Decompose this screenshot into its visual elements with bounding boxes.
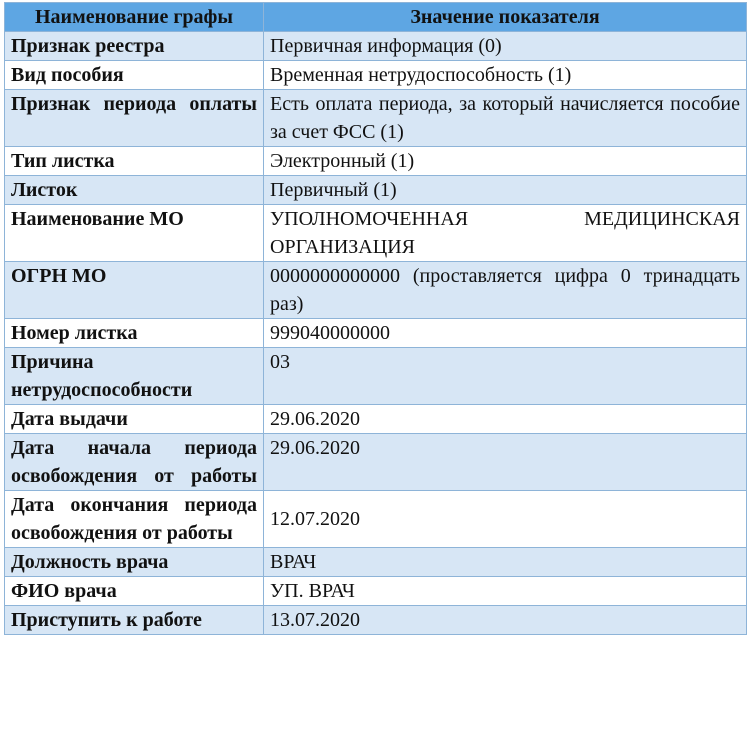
- table-row: [5, 434, 747, 491]
- table-row: [5, 577, 747, 606]
- row-label: Причина нетрудоспособности: [5, 348, 264, 405]
- row-value: Электронный (1): [264, 147, 747, 176]
- row-value: 03: [264, 348, 747, 405]
- table-row: [5, 147, 747, 176]
- row-label: Дата выдачи: [5, 405, 264, 434]
- table-row: [5, 90, 747, 147]
- row-label: Листок: [5, 176, 264, 205]
- row-value: 29.06.2020: [264, 405, 747, 434]
- table-row: [5, 548, 747, 577]
- table-header-row: [5, 3, 747, 32]
- row-label: Наименование МО: [5, 205, 264, 262]
- table-row: [5, 348, 747, 405]
- table-row: [5, 205, 747, 262]
- row-label: ОГРН МО: [5, 262, 264, 319]
- row-label: Тип листка: [5, 147, 264, 176]
- row-value: 13.07.2020: [264, 606, 747, 635]
- table-row: [5, 319, 747, 348]
- row-value: Временная нетрудоспособность (1): [264, 61, 747, 90]
- table-row: [5, 176, 747, 205]
- row-value: Первичный (1): [264, 176, 747, 205]
- row-value: 12.07.2020: [264, 491, 747, 548]
- table-row: [5, 61, 747, 90]
- row-label: Дата окончания периода освобождения от работы: [5, 491, 264, 548]
- row-label: Вид пособия: [5, 61, 264, 90]
- row-label: Должность врача: [5, 548, 264, 577]
- row-label: Дата начала периода освобождения от работы: [5, 434, 264, 491]
- row-value: Первичная информация (0): [264, 32, 747, 61]
- row-value: 999040000000: [264, 319, 747, 348]
- header-field-name: Наименование графы: [5, 3, 264, 32]
- row-label: Признак периода оплаты: [5, 90, 264, 147]
- table-row: [5, 32, 747, 61]
- sick-leave-fields-table: [4, 2, 747, 635]
- table-row: [5, 491, 747, 548]
- row-value: 0000000000000 (проставляется цифра 0 тринадцать раз): [264, 262, 747, 319]
- row-label: Признак реестра: [5, 32, 264, 61]
- row-label: ФИО врача: [5, 577, 264, 606]
- table-row: [5, 262, 747, 319]
- row-value: ВРАЧ: [264, 548, 747, 577]
- row-value: 29.06.2020: [264, 434, 747, 491]
- row-value: УПОЛНОМОЧЕННАЯ МЕДИЦИНСКАЯ ОРГАНИЗАЦИЯ: [264, 205, 747, 262]
- table-row: [5, 405, 747, 434]
- row-label: Номер листка: [5, 319, 264, 348]
- row-label: Приступить к работе: [5, 606, 264, 635]
- header-field-value: Значение показателя: [264, 3, 747, 32]
- row-value: Есть оплата периода, за который начисляется пособие за счет ФСС (1): [264, 90, 747, 147]
- row-value: УП. ВРАЧ: [264, 577, 747, 606]
- table-row: [5, 606, 747, 635]
